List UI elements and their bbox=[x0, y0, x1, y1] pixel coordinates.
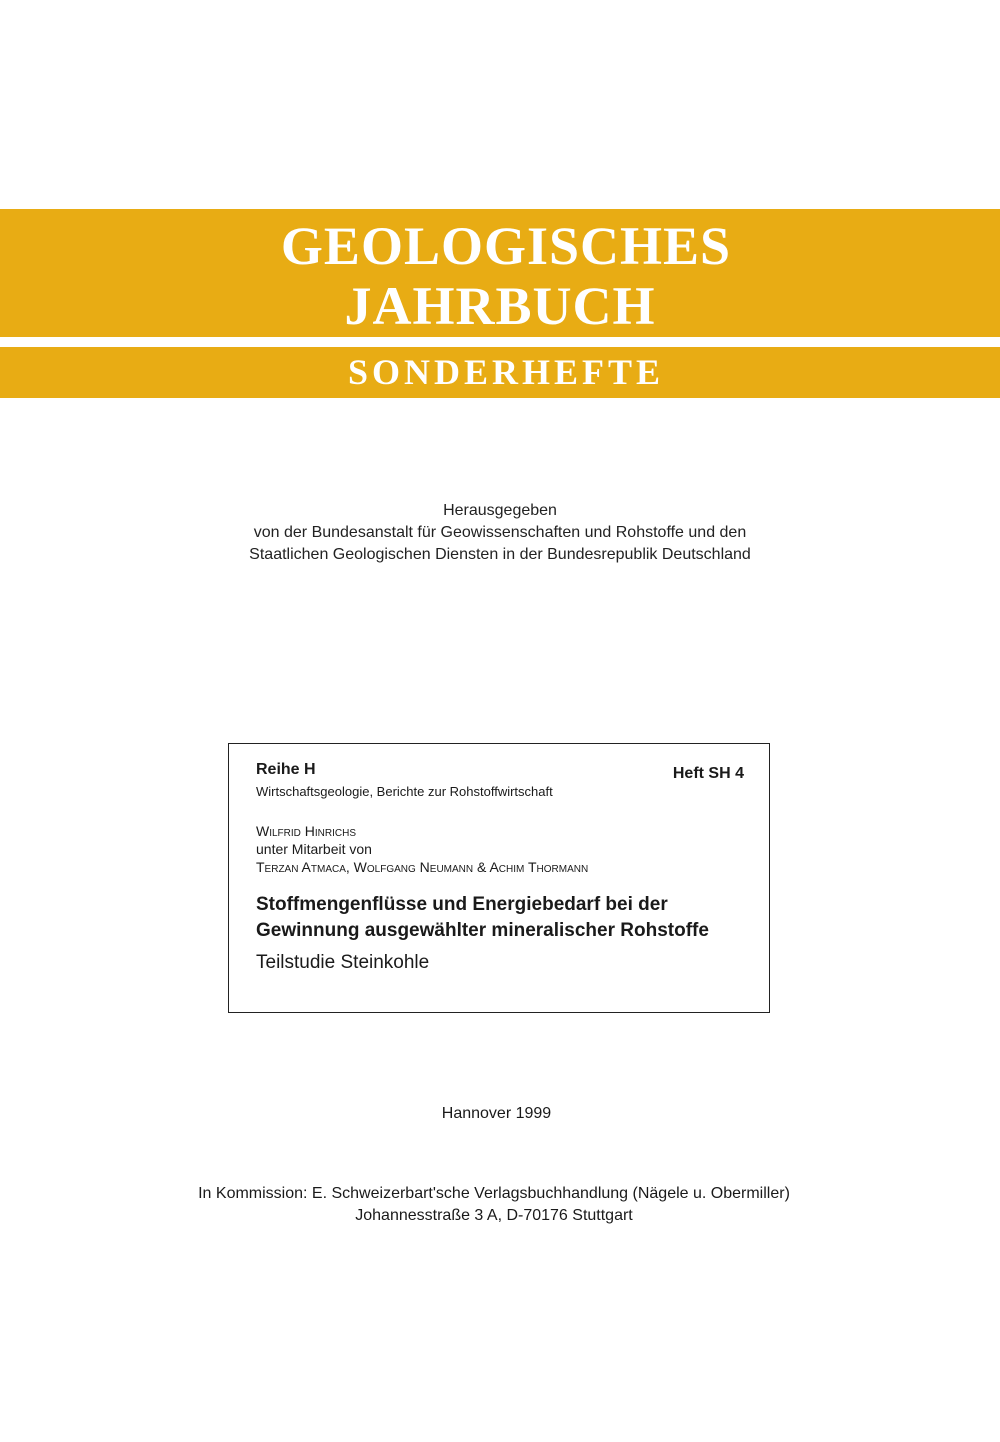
authors-block bbox=[256, 822, 588, 876]
coauthors: Terzan Atmaca, Wolfgang Neumann & Achim Thormann bbox=[256, 859, 589, 875]
publisher-block bbox=[0, 500, 1000, 566]
publisher-line-3: Staatlichen Geologischen Diensten in der Bundesrepublik Deutschland bbox=[249, 546, 751, 563]
collaboration-label: unter Mitarbeit von bbox=[256, 841, 372, 857]
publisher-line-1: Herausgegeben bbox=[443, 502, 557, 519]
series-label: Reihe H bbox=[256, 761, 316, 778]
commission-line-2: Johannesstraße 3 A, D-70176 Stuttgart bbox=[355, 1207, 633, 1224]
place-year: Hannover 1999 bbox=[441, 1105, 552, 1122]
issue-info-box bbox=[228, 743, 770, 1013]
main-author: Wilfrid Hinrichs bbox=[256, 823, 356, 839]
commission-block bbox=[0, 1183, 988, 1227]
series-description: Wirtschaftsgeologie, Berichte zur Rohstoffwirtschaft bbox=[256, 784, 553, 799]
series-title-line-2: JAHRBUCH bbox=[344, 276, 656, 336]
publisher-line-2: von der Bundesanstalt für Geowissenschaften und Rohstoffe und den bbox=[253, 524, 747, 541]
work-title bbox=[256, 892, 709, 944]
work-subtitle: Teilstudie Steinkohle bbox=[256, 952, 430, 973]
commission-line-1: In Kommission: E. Schweizerbart'sche Verlagsbuchhandlung (Nägele u. Obermiller) bbox=[198, 1185, 790, 1202]
work-title-line-1: Stoffmengenflüsse und Energiebedarf bei der bbox=[256, 894, 668, 915]
issue-number: Heft SH 4 bbox=[672, 765, 744, 782]
series-title-line-1: GEOLOGISCHES bbox=[280, 216, 732, 276]
work-title-line-2: Gewinnung ausgewählter mineralischer Rohstoffe bbox=[256, 920, 709, 941]
series-subtitle: SONDERHEFTE bbox=[347, 352, 665, 392]
